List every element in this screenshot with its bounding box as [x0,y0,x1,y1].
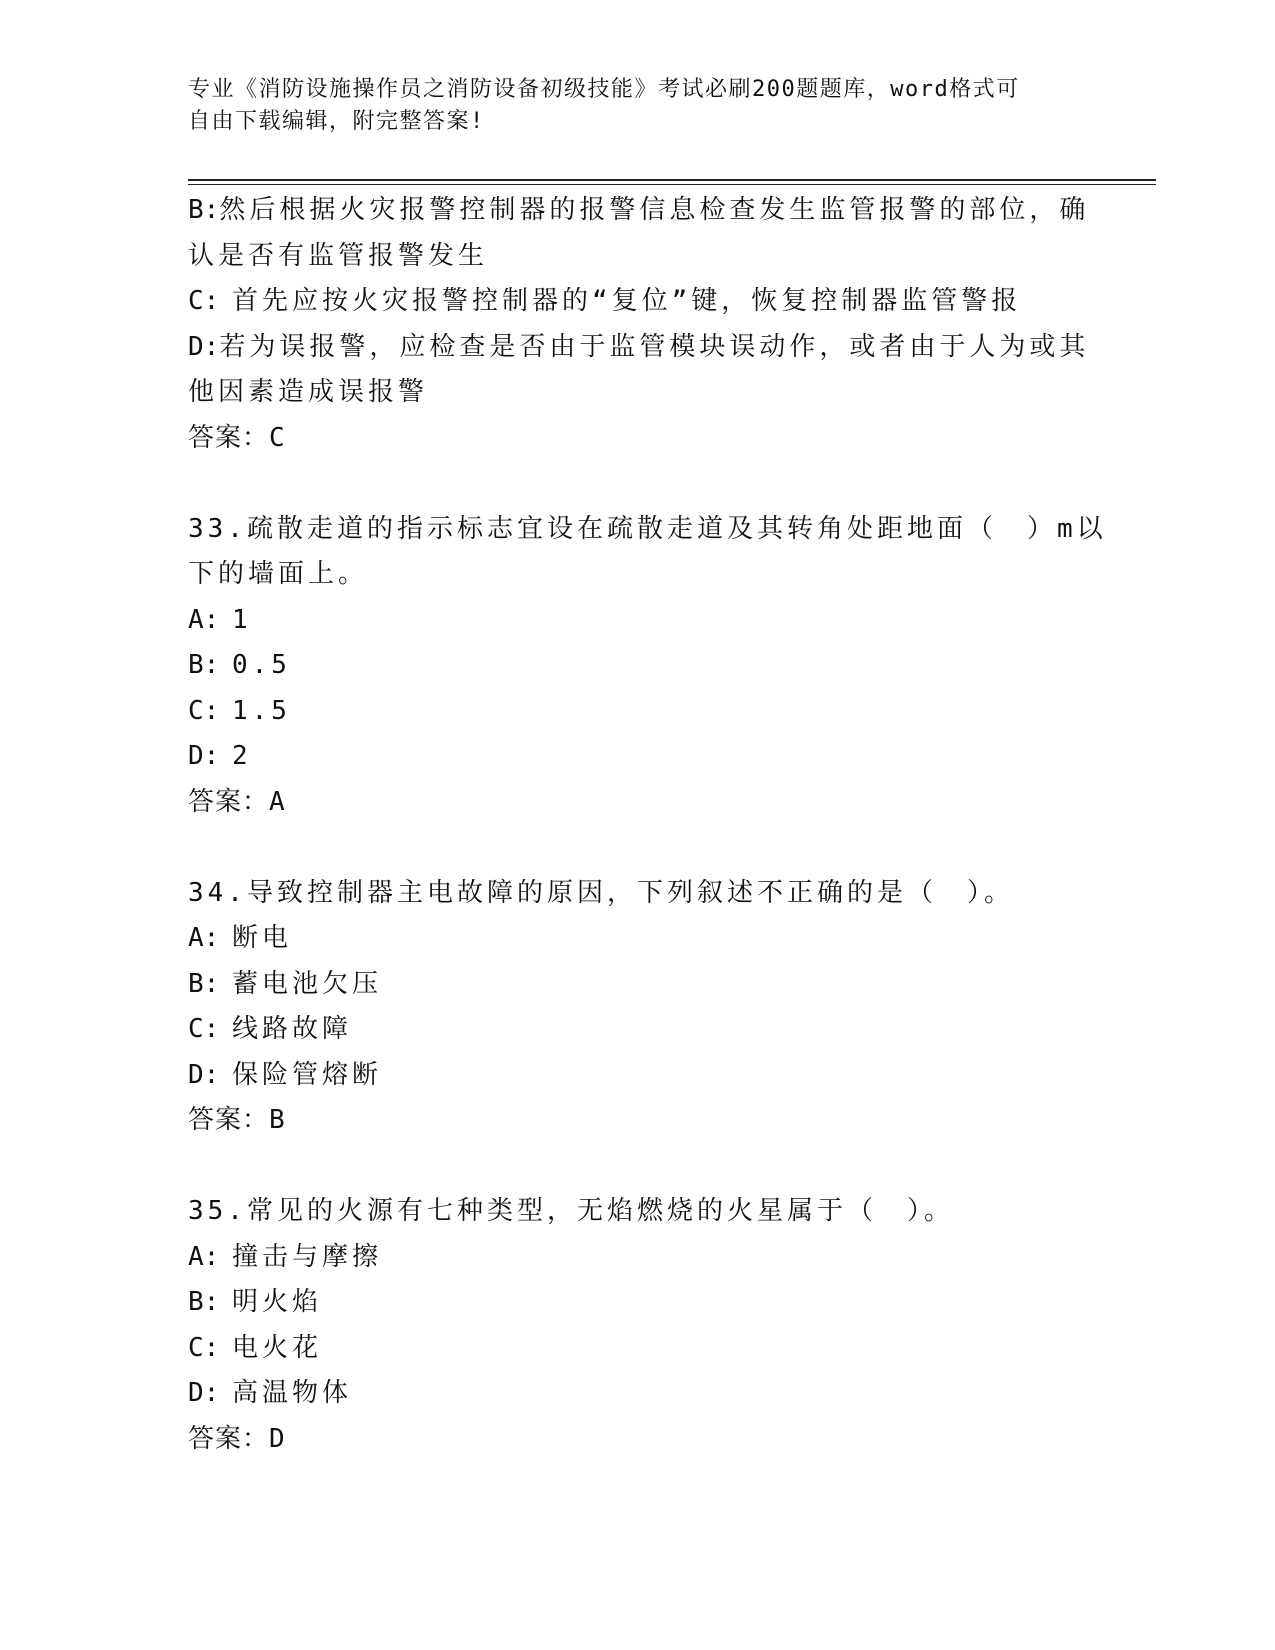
option-c [188,279,1088,325]
option-key: D: [188,331,220,362]
question-stem: 34.导致控制器主电故障的原因，下列叙述不正确的是（ ）。 [188,877,1014,908]
option-text: 若为误报警，应检查是否由于监管模块误动作，或者由于人为或其 [219,331,1090,362]
option-key: B: [188,968,220,999]
option-key: D: [188,1059,220,1090]
option-text-continued: 他因素造成误报警 [188,377,429,407]
question-35 [188,1189,1088,1462]
question-33 [188,507,1107,826]
header-divider [188,179,1156,181]
option-key: B: [188,650,220,680]
option-key: C: [188,1332,220,1363]
option-text: 撞击与摩擦 [232,1241,383,1272]
option-d [188,1371,1088,1417]
option-key: A: [188,604,220,635]
option-text-continued: 认是否有监管报警发生 [188,240,489,271]
option-text: 断电 [232,923,293,953]
option-text: 1.5 [232,695,291,726]
header-line-1: 专业《消防设施操作员之消防设备初级技能》考试必刷200题题库，word格式可 [188,77,1020,102]
option-a [188,1235,1088,1281]
option-d [188,734,1088,780]
option-d [188,1053,1088,1099]
option-text: 电火花 [232,1332,323,1363]
answer: 答案：A [188,786,286,817]
option-key: C: [188,286,220,316]
question-34 [188,871,1088,1144]
option-key: A: [188,1241,220,1272]
answer: 答案：C [188,422,286,453]
option-key: B: [188,195,220,225]
option-text: 1 [232,604,252,635]
option-b [188,1280,1088,1326]
option-text: 首先应按火灾报警控制器的“复位”键，恢复控制器监管警报 [232,286,1022,316]
question-stem: 33.疏散走道的指示标志宜设在疏散走道及其转角处距地面（ ）m以 [188,513,1107,544]
question-stem-continued: 下的墙面上。 [188,559,369,589]
option-text: 0.5 [232,650,291,680]
page-header [188,74,1068,138]
option-text: 线路故障 [232,1014,353,1044]
option-text: 然后根据火灾报警控制器的报警信息检查发生监管报警的部位，确 [219,195,1090,225]
option-key: D: [188,1378,220,1408]
spacer [188,1144,1088,1190]
option-text: 2 [232,741,252,771]
option-a [188,916,1088,962]
spacer [188,461,1088,507]
option-key: D: [188,741,220,771]
option-c [188,1326,1088,1372]
answer: 答案：D [188,1423,286,1454]
header-divider-thin [188,184,1156,185]
option-b [188,643,1088,689]
option-b [188,188,1088,234]
option-d [188,325,1088,371]
option-text: 明火焰 [232,1287,323,1317]
question-content [188,188,1107,1462]
answer: 答案：B [188,1105,286,1135]
question-32-continued [188,188,1088,461]
option-key: C: [188,695,220,726]
option-key: C: [188,1014,220,1044]
option-c [188,689,1088,735]
option-text: 高温物体 [232,1378,353,1408]
option-key: A: [188,923,220,953]
header-line-2: 自由下载编辑，附完整答案! [188,109,485,134]
option-text: 蓄电池欠压 [232,968,383,999]
spacer [188,825,1088,871]
question-stem: 35.常见的火源有七种类型，无焰燃烧的火星属于（ ）。 [188,1196,954,1226]
option-key: B: [188,1287,220,1317]
option-text: 保险管熔断 [232,1059,383,1090]
option-a [188,598,1088,644]
option-c [188,1007,1088,1053]
option-b [188,962,1088,1008]
